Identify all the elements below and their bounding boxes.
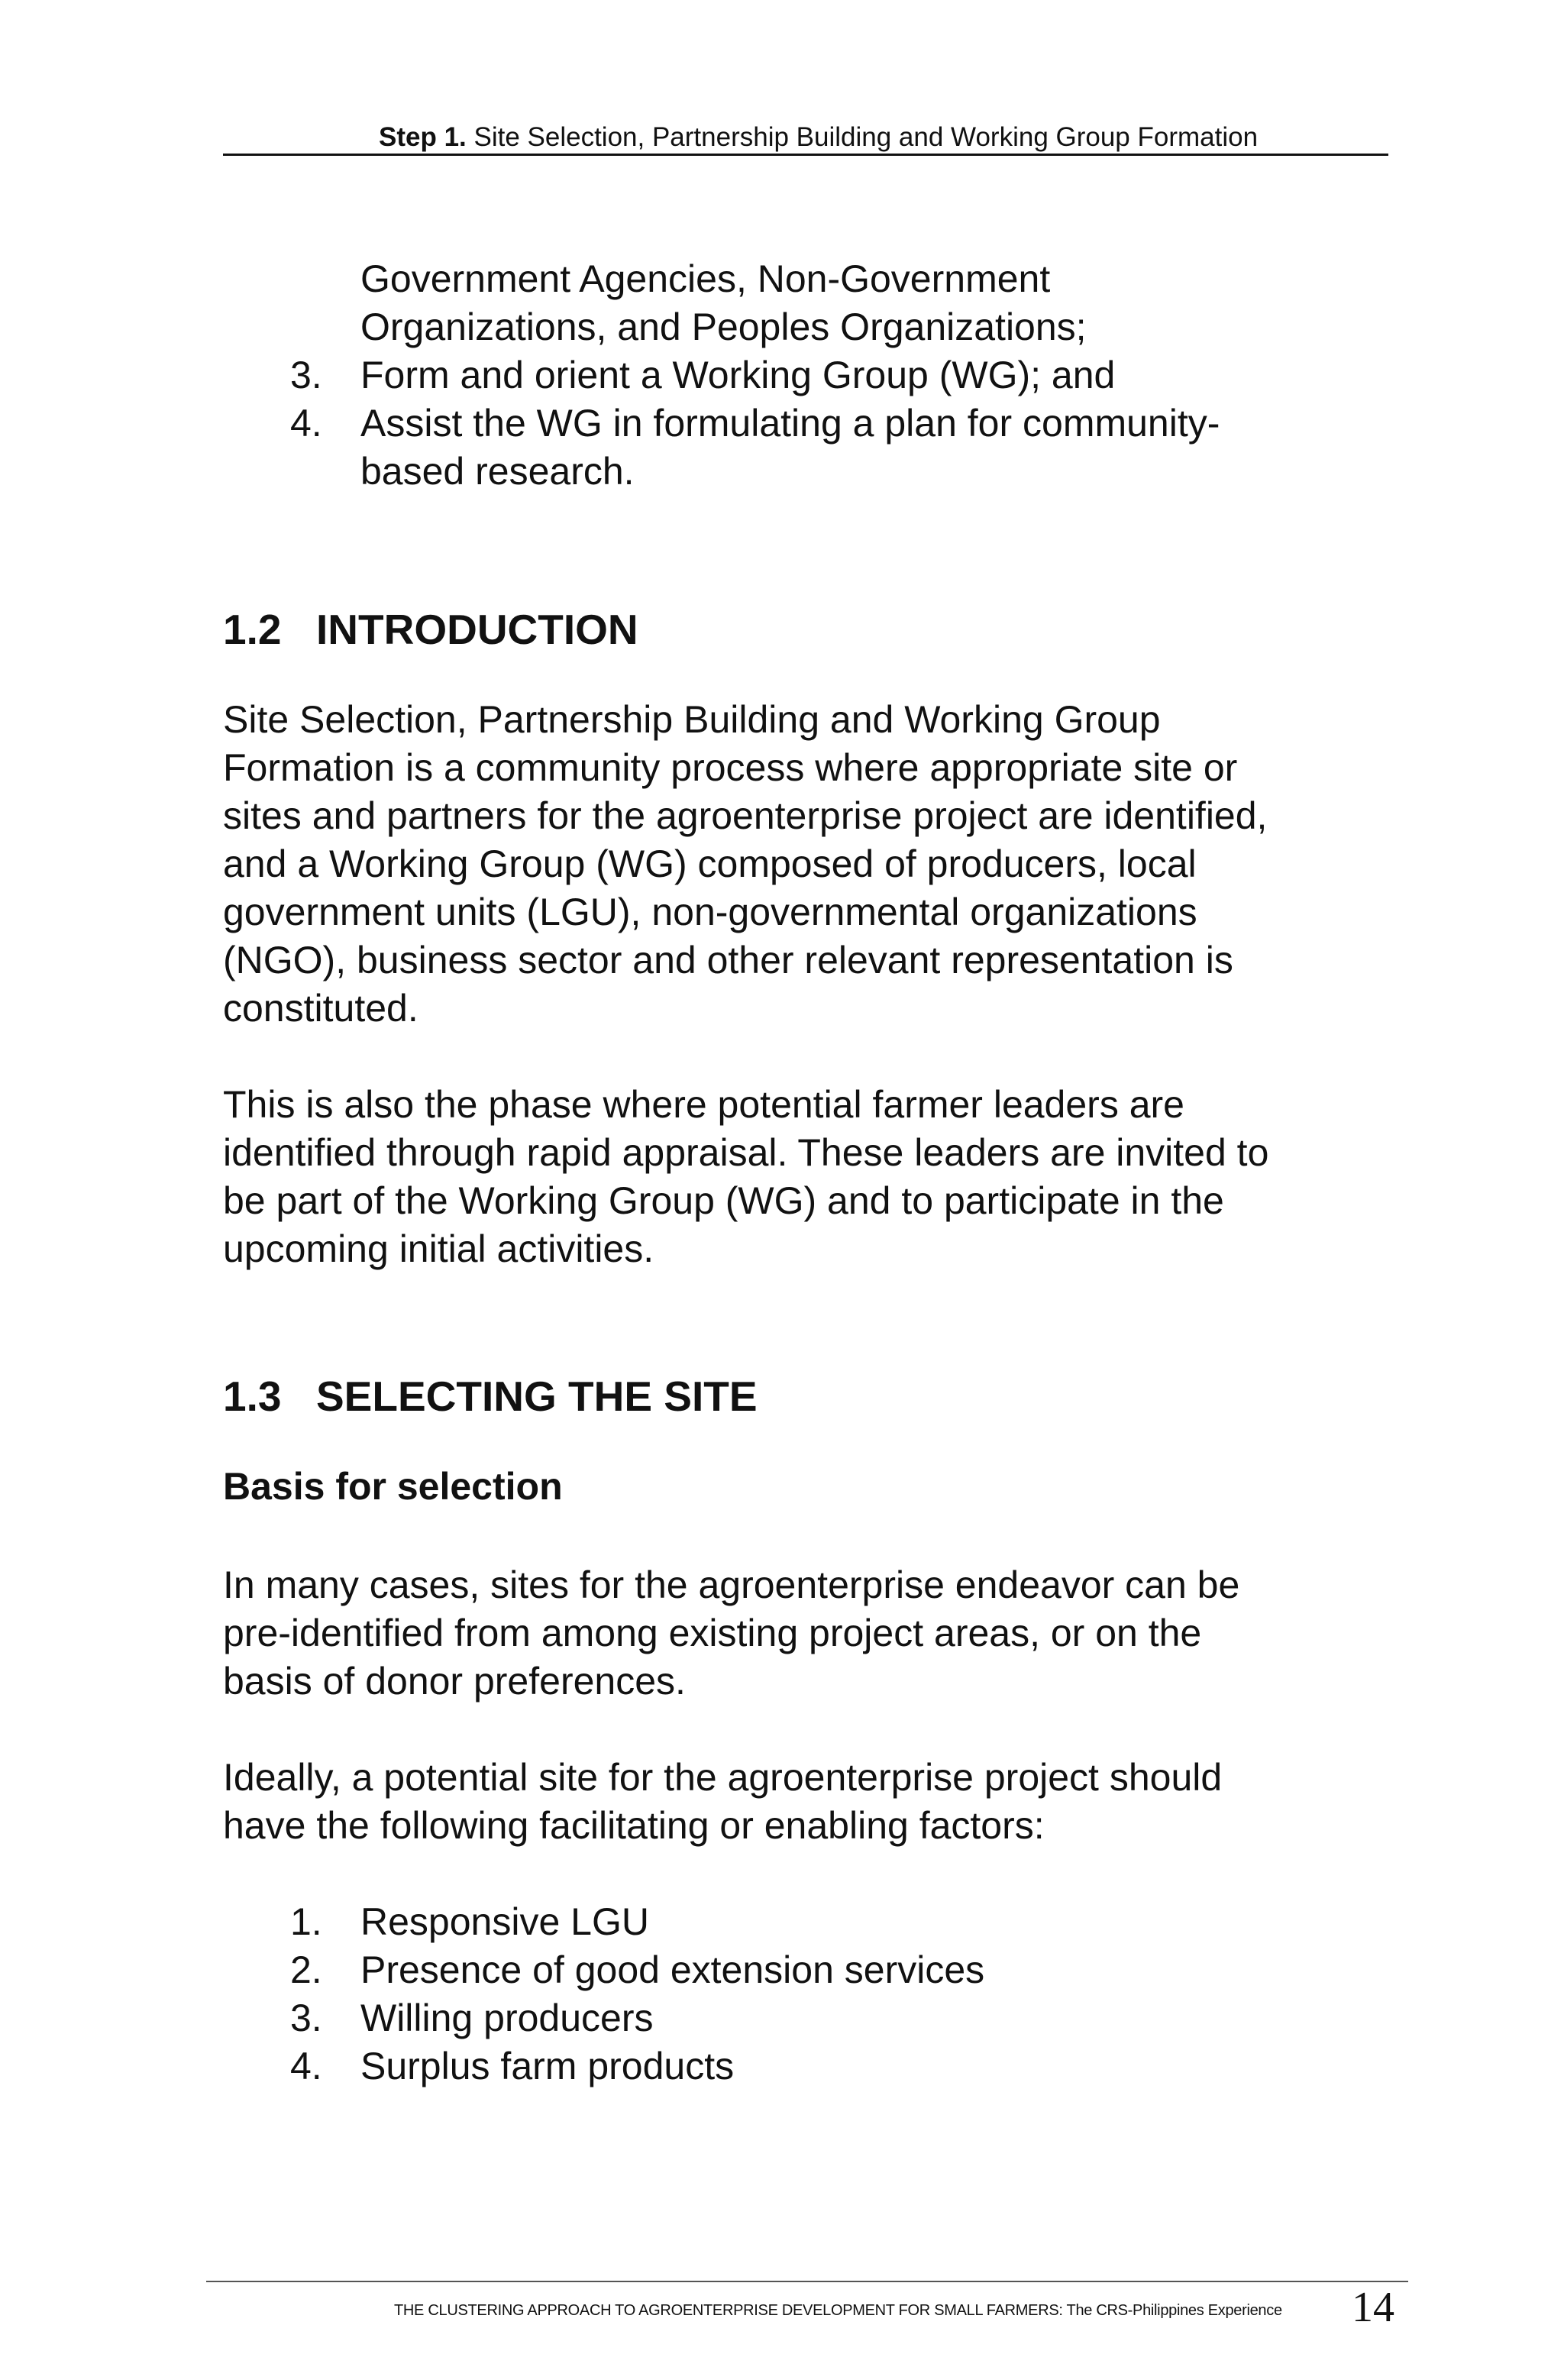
page-body [223, 255, 1391, 2091]
list-item-number: 4. [290, 2045, 322, 2087]
list-item-number: 1. [290, 1900, 322, 1943]
list-item-text: Willing producers [360, 1997, 654, 2039]
running-header [223, 119, 1388, 156]
paragraph [223, 1081, 1391, 1273]
paragraph-line: pre-identified from among existing project areas, or on the [223, 1612, 1202, 1654]
paragraph [223, 696, 1391, 1033]
list-item-number: 3. [290, 1997, 322, 2039]
objectives-continued [223, 255, 1391, 351]
list-item [223, 1946, 1391, 1994]
list-item-text: Responsive LGU [360, 1900, 649, 1943]
section-heading-selecting-site [223, 1369, 1391, 1423]
list-item [223, 2042, 1391, 2091]
list-item-text: Form and orient a Working Group (WG); and [360, 354, 1116, 396]
running-header-text [379, 119, 1258, 156]
paragraph-line: In many cases, sites for the agroenterprise endeavor can be [223, 1563, 1240, 1606]
section-heading-introduction [223, 603, 1391, 656]
paragraph-line: Site Selection, Partnership Building and Working Group [223, 698, 1161, 741]
paragraph-line: be part of the Working Group (WG) and to participate in the [223, 1179, 1224, 1222]
enabling-factors-list [223, 1898, 1391, 2091]
paragraph-line: have the following facilitating or enabling factors: [223, 1804, 1045, 1847]
list-item-number: 4. [290, 402, 322, 445]
list-item-text: Assist the WG in formulating a plan for community- [360, 402, 1220, 445]
objective-line: Government Agencies, Non-Government [360, 257, 1051, 300]
paragraph-line: sites and partners for the agroenterprise project are identified, [223, 794, 1268, 837]
footer-book-title: THE CLUSTERING APPROACH TO AGROENTERPRISE DEVELOPMENT FOR SMALL FARMERS: The CRS-Philippines Experience [394, 2302, 1282, 2319]
list-item [223, 1994, 1391, 2042]
paragraph-line: basis of donor preferences. [223, 1660, 686, 1703]
page-number: 14 [1352, 2284, 1394, 2331]
objective-line: Organizations, and Peoples Organizations; [360, 306, 1087, 348]
list-item-text: Surplus farm products [360, 2045, 735, 2087]
paragraph-line: (NGO), business sector and other relevant representation is [223, 939, 1233, 981]
subheading-basis-for-selection: Basis for selection [223, 1465, 563, 1508]
paragraph [223, 1754, 1391, 1850]
paragraph-line: Formation is a community process where appropriate site or [223, 746, 1238, 789]
step-label: Step 1. [379, 122, 467, 152]
list-item-text: based research. [360, 450, 635, 493]
paragraph-line: and a Working Group (WG) composed of producers, local [223, 842, 1197, 885]
list-item [223, 399, 1391, 496]
section-number: 1.2 [223, 606, 282, 653]
paragraph-line: upcoming initial activities. [223, 1227, 654, 1270]
list-item [223, 1898, 1391, 1946]
list-item [223, 351, 1391, 399]
paragraph-line: constituted. [223, 987, 418, 1030]
list-item-number: 2. [290, 1948, 322, 1991]
section-title: SELECTING THE SITE [316, 1373, 758, 1420]
paragraph-line: government units (LGU), non-governmental organizations [223, 891, 1197, 933]
list-item-number: 3. [290, 354, 322, 396]
objectives-list [223, 351, 1391, 496]
paragraph-line: Ideally, a potential site for the agroenterprise project should [223, 1756, 1223, 1799]
list-item-text: Presence of good extension services [360, 1948, 985, 1991]
paragraph [223, 1561, 1391, 1706]
chapter-title: Site Selection, Partnership Building and Working Group Formation [473, 122, 1259, 152]
paragraph-line: This is also the phase where potential farmer leaders are [223, 1083, 1184, 1126]
paragraph-line: identified through rapid appraisal. These leaders are invited to [223, 1131, 1269, 1174]
section-title: INTRODUCTION [316, 606, 638, 653]
footer-divider [206, 2281, 1408, 2282]
section-number: 1.3 [223, 1373, 282, 1420]
